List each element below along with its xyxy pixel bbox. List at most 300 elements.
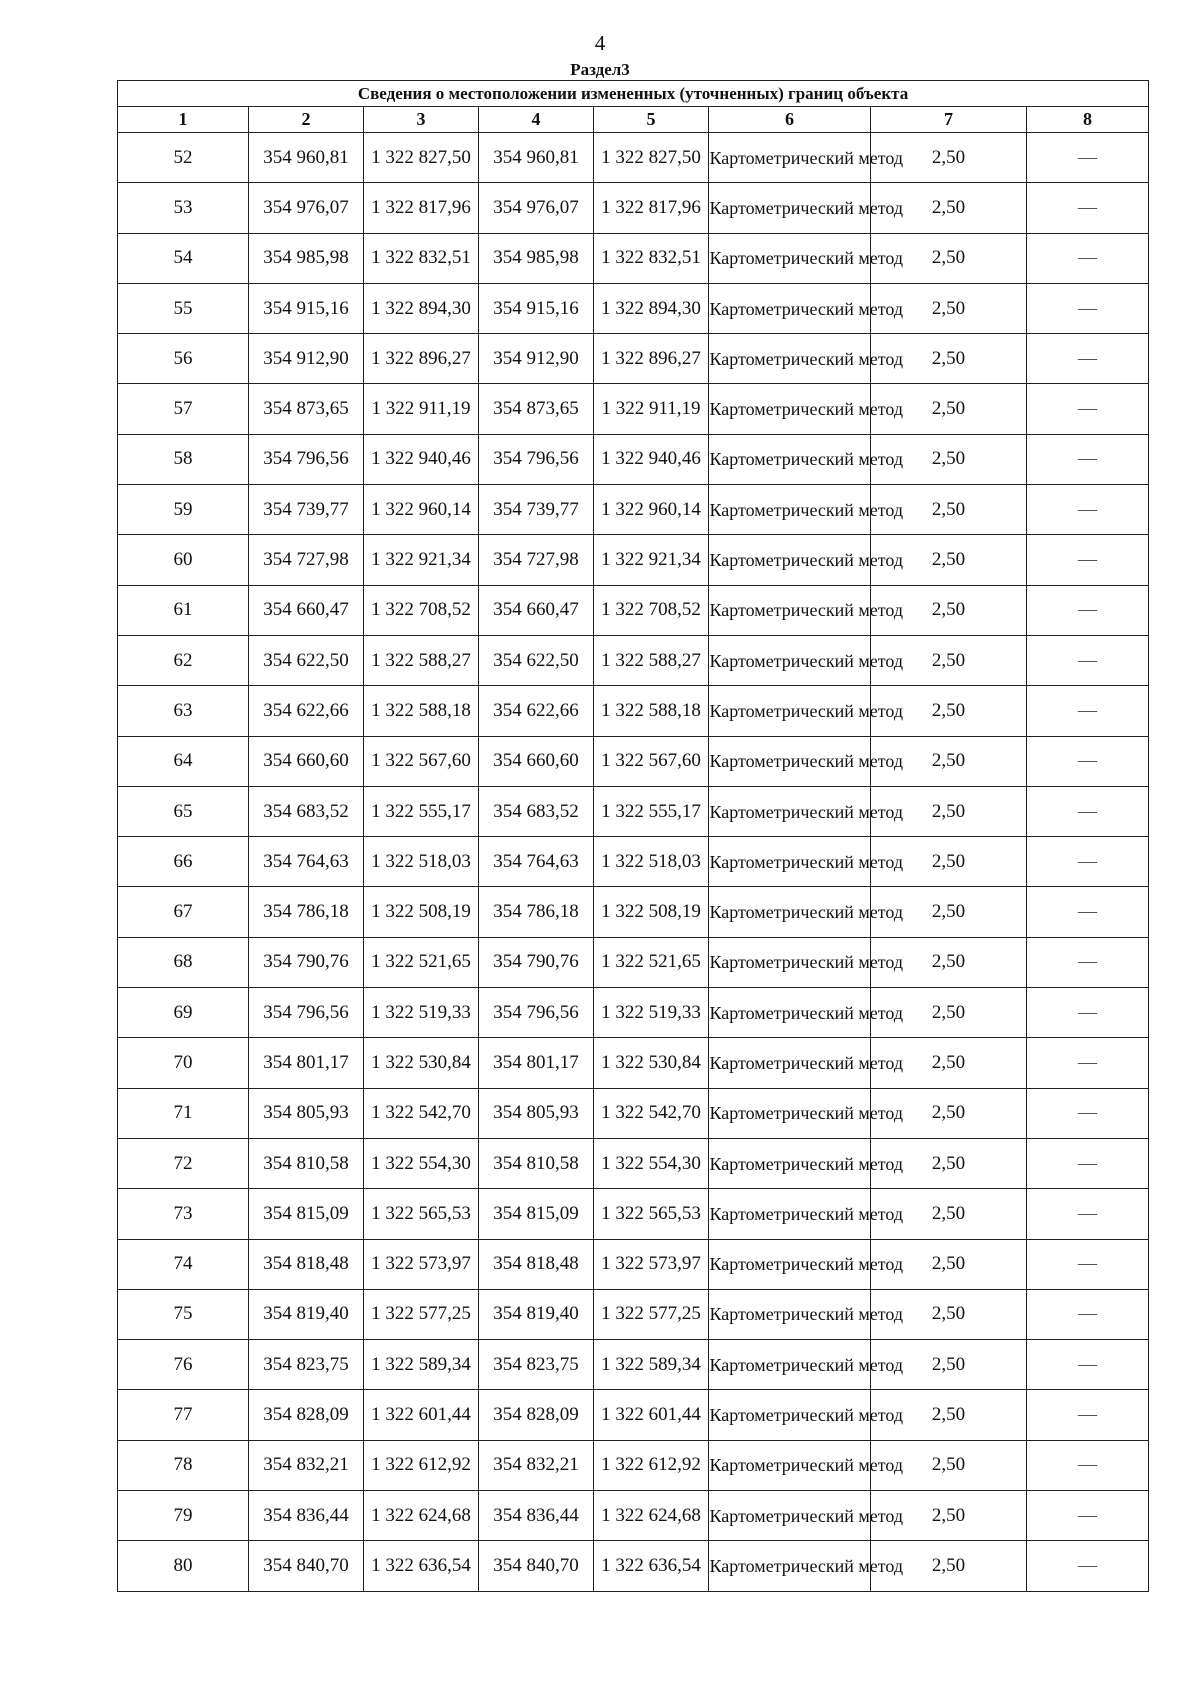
table-caption: Сведения о местоположении измененных (уточненных) границ объекта (118, 81, 1149, 107)
new-x-cell: 354 622,50 (479, 635, 594, 685)
method-text: Картометрический метод (709, 1052, 904, 1073)
point-number-cell: 59 (118, 485, 249, 535)
old-x-cell: 354 915,16 (249, 283, 364, 333)
new-y-cell: 1 322 960,14 (594, 485, 709, 535)
old-y-cell: 1 322 832,51 (364, 233, 479, 283)
description-cell: — (1027, 283, 1149, 333)
table-row (118, 786, 1149, 836)
old-y-cell: 1 322 555,17 (364, 786, 479, 836)
method-cell (709, 384, 904, 434)
description-cell: — (1027, 535, 1149, 585)
old-y-cell: 1 322 573,97 (364, 1239, 479, 1289)
description-cell: — (1027, 334, 1149, 384)
section-title: Раздел3 (570, 60, 630, 79)
accuracy-cell: 2,50 (871, 937, 1027, 987)
new-y-cell: 1 322 521,65 (594, 937, 709, 987)
description-cell: — (1027, 183, 1149, 233)
method-text: Картометрический метод (709, 147, 904, 168)
old-x-cell: 354 796,56 (249, 434, 364, 484)
new-x-cell: 354 873,65 (479, 384, 594, 434)
old-x-cell: 354 819,40 (249, 1289, 364, 1339)
old-y-cell: 1 322 921,34 (364, 535, 479, 585)
old-y-cell: 1 322 589,34 (364, 1340, 479, 1390)
description-cell: — (1027, 736, 1149, 786)
accuracy-cell: 2,50 (871, 1390, 1027, 1440)
old-x-cell: 354 796,56 (249, 988, 364, 1038)
point-number-cell: 69 (118, 988, 249, 1038)
method-text: Картометрический метод (709, 1203, 904, 1224)
point-number-cell: 70 (118, 1038, 249, 1088)
new-x-cell: 354 840,70 (479, 1541, 594, 1591)
point-number-cell: 64 (118, 736, 249, 786)
method-cell (709, 133, 904, 183)
accuracy-cell: 2,50 (871, 233, 1027, 283)
table-row (118, 1340, 1149, 1390)
table-row (118, 1239, 1149, 1289)
point-number-cell: 63 (118, 686, 249, 736)
old-y-cell: 1 322 508,19 (364, 887, 479, 937)
old-x-cell: 354 660,47 (249, 585, 364, 635)
description-cell: — (1027, 837, 1149, 887)
accuracy-cell: 2,50 (871, 736, 1027, 786)
old-y-cell: 1 322 565,53 (364, 1189, 479, 1239)
new-y-cell: 1 322 530,84 (594, 1038, 709, 1088)
table-row (118, 1440, 1149, 1490)
old-y-cell: 1 322 896,27 (364, 334, 479, 384)
table-row (118, 283, 1149, 333)
new-y-cell: 1 322 554,30 (594, 1138, 709, 1188)
new-x-cell: 354 801,17 (479, 1038, 594, 1088)
old-x-cell: 354 764,63 (249, 837, 364, 887)
point-number-cell: 71 (118, 1088, 249, 1138)
method-text: Картометрический метод (709, 952, 904, 973)
old-x-cell: 354 790,76 (249, 937, 364, 987)
column-header: 4 (479, 107, 594, 133)
old-y-cell: 1 322 518,03 (364, 837, 479, 887)
table-row (118, 1038, 1149, 1088)
point-number-cell: 74 (118, 1239, 249, 1289)
method-cell (709, 1239, 904, 1289)
method-cell (709, 937, 904, 987)
old-x-cell: 354 739,77 (249, 485, 364, 535)
old-x-cell: 354 823,75 (249, 1340, 364, 1390)
method-text: Картометрический метод (709, 851, 904, 872)
point-number-cell: 60 (118, 535, 249, 585)
column-header: 1 (118, 107, 249, 133)
method-text: Картометрический метод (709, 650, 904, 671)
old-x-cell: 354 805,93 (249, 1088, 364, 1138)
accuracy-cell: 2,50 (871, 1491, 1027, 1541)
new-y-cell: 1 322 573,97 (594, 1239, 709, 1289)
column-header: 8 (1027, 107, 1149, 133)
new-x-cell: 354 739,77 (479, 485, 594, 535)
new-y-cell: 1 322 518,03 (594, 837, 709, 887)
table-row (118, 1390, 1149, 1440)
new-y-cell: 1 322 567,60 (594, 736, 709, 786)
description-cell: — (1027, 1491, 1149, 1541)
description-cell: — (1027, 786, 1149, 836)
method-cell (709, 1541, 904, 1591)
new-y-cell: 1 322 555,17 (594, 786, 709, 836)
description-cell: — (1027, 635, 1149, 685)
accuracy-cell: 2,50 (871, 1088, 1027, 1138)
method-text: Картометрический метод (709, 248, 904, 269)
table-row (118, 1289, 1149, 1339)
new-x-cell: 354 832,21 (479, 1440, 594, 1490)
new-y-cell: 1 322 588,27 (594, 635, 709, 685)
point-number-cell: 52 (118, 133, 249, 183)
column-header: 6 (709, 107, 871, 133)
point-number-cell: 57 (118, 384, 249, 434)
accuracy-cell: 2,50 (871, 1038, 1027, 1088)
old-x-cell: 354 836,44 (249, 1491, 364, 1541)
table-row (118, 334, 1149, 384)
method-cell (709, 786, 904, 836)
method-cell (709, 837, 904, 887)
table-row (118, 686, 1149, 736)
new-x-cell: 354 912,90 (479, 334, 594, 384)
accuracy-cell: 2,50 (871, 837, 1027, 887)
accuracy-cell: 2,50 (871, 1340, 1027, 1390)
new-y-cell: 1 322 894,30 (594, 283, 709, 333)
method-cell (709, 1038, 904, 1088)
new-y-cell: 1 322 832,51 (594, 233, 709, 283)
method-cell (709, 1340, 904, 1390)
method-text: Картометрический метод (709, 801, 904, 822)
old-x-cell: 354 960,81 (249, 133, 364, 183)
column-header: 7 (871, 107, 1027, 133)
method-text: Картометрический метод (709, 399, 904, 420)
accuracy-cell: 2,50 (871, 1541, 1027, 1591)
method-cell (709, 1289, 904, 1339)
point-number-cell: 68 (118, 937, 249, 987)
table-row (118, 183, 1149, 233)
method-cell (709, 434, 904, 484)
old-x-cell: 354 828,09 (249, 1390, 364, 1440)
new-x-cell: 354 836,44 (479, 1491, 594, 1541)
table-row (118, 1541, 1149, 1591)
new-y-cell: 1 322 636,54 (594, 1541, 709, 1591)
old-y-cell: 1 322 636,54 (364, 1541, 479, 1591)
description-cell: — (1027, 1340, 1149, 1390)
old-y-cell: 1 322 588,18 (364, 686, 479, 736)
method-cell (709, 887, 904, 937)
new-y-cell: 1 322 624,68 (594, 1491, 709, 1541)
method-text: Картометрический метод (709, 1103, 904, 1124)
table-row (118, 585, 1149, 635)
method-text: Картометрический метод (709, 1354, 904, 1375)
old-x-cell: 354 815,09 (249, 1189, 364, 1239)
description-cell: — (1027, 1038, 1149, 1088)
accuracy-cell: 2,50 (871, 434, 1027, 484)
table-body (118, 133, 1149, 1592)
old-x-cell: 354 976,07 (249, 183, 364, 233)
old-x-cell: 354 786,18 (249, 887, 364, 937)
method-cell (709, 585, 904, 635)
accuracy-cell: 2,50 (871, 183, 1027, 233)
table-header-row (118, 107, 1149, 133)
old-x-cell: 354 818,48 (249, 1239, 364, 1289)
accuracy-cell: 2,50 (871, 133, 1027, 183)
method-text: Картометрический метод (709, 1455, 904, 1476)
new-y-cell: 1 322 708,52 (594, 585, 709, 635)
point-number-cell: 80 (118, 1541, 249, 1591)
method-text: Картометрический метод (709, 298, 904, 319)
description-cell: — (1027, 434, 1149, 484)
table-row (118, 535, 1149, 585)
table-row (118, 434, 1149, 484)
accuracy-cell: 2,50 (871, 887, 1027, 937)
accuracy-cell: 2,50 (871, 686, 1027, 736)
new-x-cell: 354 805,93 (479, 1088, 594, 1138)
point-number-cell: 62 (118, 635, 249, 685)
new-x-cell: 354 796,56 (479, 434, 594, 484)
old-x-cell: 354 622,50 (249, 635, 364, 685)
new-y-cell: 1 322 612,92 (594, 1440, 709, 1490)
description-cell: — (1027, 485, 1149, 535)
new-x-cell: 354 823,75 (479, 1340, 594, 1390)
method-cell (709, 1189, 904, 1239)
old-x-cell: 354 832,21 (249, 1440, 364, 1490)
accuracy-cell: 2,50 (871, 1189, 1027, 1239)
description-cell: — (1027, 1289, 1149, 1339)
new-y-cell: 1 322 827,50 (594, 133, 709, 183)
point-number-cell: 73 (118, 1189, 249, 1239)
accuracy-cell: 2,50 (871, 585, 1027, 635)
old-x-cell: 354 810,58 (249, 1138, 364, 1188)
table-row (118, 1189, 1149, 1239)
description-cell: — (1027, 1541, 1149, 1591)
table-row (118, 635, 1149, 685)
new-y-cell: 1 322 565,53 (594, 1189, 709, 1239)
new-y-cell: 1 322 911,19 (594, 384, 709, 434)
new-x-cell: 354 810,58 (479, 1138, 594, 1188)
old-y-cell: 1 322 940,46 (364, 434, 479, 484)
method-text: Картометрический метод (709, 197, 904, 218)
accuracy-cell: 2,50 (871, 535, 1027, 585)
description-cell: — (1027, 1088, 1149, 1138)
description-cell: — (1027, 1390, 1149, 1440)
old-y-cell: 1 322 554,30 (364, 1138, 479, 1188)
new-x-cell: 354 764,63 (479, 837, 594, 887)
accuracy-cell: 2,50 (871, 1138, 1027, 1188)
table-row (118, 384, 1149, 434)
new-x-cell: 354 985,98 (479, 233, 594, 283)
table-row (118, 736, 1149, 786)
new-y-cell: 1 322 519,33 (594, 988, 709, 1038)
method-text: Картометрический метод (709, 499, 904, 520)
method-text: Картометрический метод (709, 1254, 904, 1275)
new-y-cell: 1 322 589,34 (594, 1340, 709, 1390)
table-row (118, 837, 1149, 887)
new-x-cell: 354 660,47 (479, 585, 594, 635)
old-y-cell: 1 322 530,84 (364, 1038, 479, 1088)
point-number-cell: 53 (118, 183, 249, 233)
method-cell (709, 635, 904, 685)
point-number-cell: 79 (118, 1491, 249, 1541)
new-x-cell: 354 915,16 (479, 283, 594, 333)
method-text: Картометрический метод (709, 348, 904, 369)
table-row (118, 1088, 1149, 1138)
method-cell (709, 988, 904, 1038)
old-y-cell: 1 322 894,30 (364, 283, 479, 333)
description-cell: — (1027, 233, 1149, 283)
old-y-cell: 1 322 521,65 (364, 937, 479, 987)
method-text: Картометрический метод (709, 1505, 904, 1526)
new-y-cell: 1 322 921,34 (594, 535, 709, 585)
new-x-cell: 354 815,09 (479, 1189, 594, 1239)
new-x-cell: 354 819,40 (479, 1289, 594, 1339)
method-cell (709, 233, 904, 283)
old-y-cell: 1 322 567,60 (364, 736, 479, 786)
new-y-cell: 1 322 508,19 (594, 887, 709, 937)
point-number-cell: 55 (118, 283, 249, 333)
description-cell: — (1027, 887, 1149, 937)
accuracy-cell: 2,50 (871, 1440, 1027, 1490)
method-cell (709, 736, 904, 786)
table-caption-row (118, 81, 1149, 107)
description-cell: — (1027, 1440, 1149, 1490)
new-x-cell: 354 960,81 (479, 133, 594, 183)
description-cell: — (1027, 937, 1149, 987)
new-y-cell: 1 322 588,18 (594, 686, 709, 736)
page-number: 4 (594, 31, 606, 55)
new-y-cell: 1 322 577,25 (594, 1289, 709, 1339)
method-cell (709, 1088, 904, 1138)
new-y-cell: 1 322 896,27 (594, 334, 709, 384)
method-cell (709, 1440, 904, 1490)
point-number-cell: 65 (118, 786, 249, 836)
old-y-cell: 1 322 827,50 (364, 133, 479, 183)
description-cell: — (1027, 1138, 1149, 1188)
table-row (118, 988, 1149, 1038)
new-y-cell: 1 322 601,44 (594, 1390, 709, 1440)
point-number-cell: 67 (118, 887, 249, 937)
old-y-cell: 1 322 542,70 (364, 1088, 479, 1138)
old-x-cell: 354 683,52 (249, 786, 364, 836)
table-row (118, 233, 1149, 283)
new-x-cell: 354 818,48 (479, 1239, 594, 1289)
point-number-cell: 78 (118, 1440, 249, 1490)
new-y-cell: 1 322 817,96 (594, 183, 709, 233)
point-number-cell: 77 (118, 1390, 249, 1440)
accuracy-cell: 2,50 (871, 334, 1027, 384)
accuracy-cell: 2,50 (871, 786, 1027, 836)
method-text: Картометрический метод (709, 902, 904, 923)
old-y-cell: 1 322 601,44 (364, 1390, 479, 1440)
description-cell: — (1027, 1239, 1149, 1289)
table-row (118, 133, 1149, 183)
new-y-cell: 1 322 542,70 (594, 1088, 709, 1138)
new-y-cell: 1 322 940,46 (594, 434, 709, 484)
method-cell (709, 283, 904, 333)
table-row (118, 485, 1149, 535)
description-cell: — (1027, 988, 1149, 1038)
old-y-cell: 1 322 624,68 (364, 1491, 479, 1541)
point-number-cell: 66 (118, 837, 249, 887)
point-number-cell: 61 (118, 585, 249, 635)
boundary-coordinates-table (117, 80, 1149, 1592)
column-header: 3 (364, 107, 479, 133)
description-cell: — (1027, 686, 1149, 736)
description-cell: — (1027, 384, 1149, 434)
new-x-cell: 354 727,98 (479, 535, 594, 585)
new-x-cell: 354 622,66 (479, 686, 594, 736)
old-y-cell: 1 322 960,14 (364, 485, 479, 535)
method-text: Картометрический метод (709, 700, 904, 721)
method-cell (709, 485, 904, 535)
old-y-cell: 1 322 612,92 (364, 1440, 479, 1490)
point-number-cell: 75 (118, 1289, 249, 1339)
new-x-cell: 354 786,18 (479, 887, 594, 937)
accuracy-cell: 2,50 (871, 635, 1027, 685)
method-text: Картометрический метод (709, 751, 904, 772)
new-x-cell: 354 976,07 (479, 183, 594, 233)
old-x-cell: 354 727,98 (249, 535, 364, 585)
method-cell (709, 1138, 904, 1188)
method-text: Картометрический метод (709, 550, 904, 571)
accuracy-cell: 2,50 (871, 384, 1027, 434)
point-number-cell: 54 (118, 233, 249, 283)
point-number-cell: 76 (118, 1340, 249, 1390)
new-x-cell: 354 660,60 (479, 736, 594, 786)
table-row (118, 887, 1149, 937)
method-cell (709, 686, 904, 736)
old-x-cell: 354 801,17 (249, 1038, 364, 1088)
method-cell (709, 535, 904, 585)
table-row (118, 937, 1149, 987)
new-x-cell: 354 796,56 (479, 988, 594, 1038)
method-cell (709, 1390, 904, 1440)
old-y-cell: 1 322 588,27 (364, 635, 479, 685)
point-number-cell: 72 (118, 1138, 249, 1188)
method-cell (709, 1491, 904, 1541)
accuracy-cell: 2,50 (871, 485, 1027, 535)
method-text: Картометрический метод (709, 1002, 904, 1023)
point-number-cell: 58 (118, 434, 249, 484)
method-text: Картометрический метод (709, 600, 904, 621)
old-y-cell: 1 322 519,33 (364, 988, 479, 1038)
new-x-cell: 354 828,09 (479, 1390, 594, 1440)
column-header: 5 (594, 107, 709, 133)
old-x-cell: 354 912,90 (249, 334, 364, 384)
table-row (118, 1491, 1149, 1541)
old-y-cell: 1 322 817,96 (364, 183, 479, 233)
accuracy-cell: 2,50 (871, 988, 1027, 1038)
old-x-cell: 354 660,60 (249, 736, 364, 786)
old-x-cell: 354 873,65 (249, 384, 364, 434)
new-x-cell: 354 790,76 (479, 937, 594, 987)
old-y-cell: 1 322 911,19 (364, 384, 479, 434)
old-x-cell: 354 985,98 (249, 233, 364, 283)
method-cell (709, 183, 904, 233)
method-text: Картометрический метод (709, 1555, 904, 1576)
method-text: Картометрический метод (709, 1153, 904, 1174)
accuracy-cell: 2,50 (871, 1239, 1027, 1289)
column-header: 2 (249, 107, 364, 133)
method-cell (709, 334, 904, 384)
accuracy-cell: 2,50 (871, 283, 1027, 333)
point-number-cell: 56 (118, 334, 249, 384)
old-x-cell: 354 622,66 (249, 686, 364, 736)
old-y-cell: 1 322 708,52 (364, 585, 479, 635)
new-x-cell: 354 683,52 (479, 786, 594, 836)
method-text: Картометрический метод (709, 1405, 904, 1426)
description-cell: — (1027, 133, 1149, 183)
description-cell: — (1027, 1189, 1149, 1239)
table-row (118, 1138, 1149, 1188)
method-text: Картометрический метод (709, 1304, 904, 1325)
